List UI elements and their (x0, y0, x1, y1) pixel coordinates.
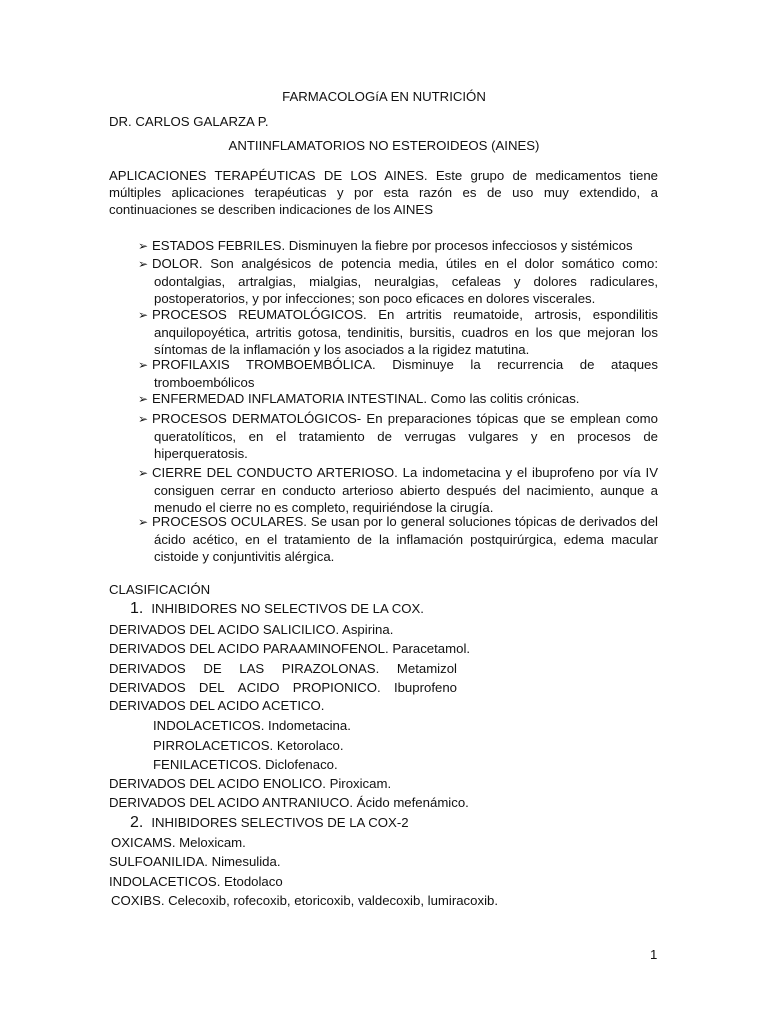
arrow-bullet-icon: ➢ (138, 392, 149, 406)
group1-heading (130, 600, 424, 617)
group2-title: INHIBIDORES SELECTIVOS DE LA COX-2 (151, 815, 409, 830)
arrow-bullet-icon: ➢ (138, 515, 149, 529)
class-item-acetico: DERIVADOS DEL ACIDO ACETICO. (109, 698, 325, 713)
group2-heading (130, 814, 409, 831)
class-item-enolico: DERIVADOS DEL ACIDO ENOLICO. Piroxicam. (109, 776, 392, 791)
arrow-bullet-icon: ➢ (138, 412, 149, 426)
class-item-pirazolonas: DERIVADOS DE LAS PIRAZOLONAS. Metamizol (109, 661, 457, 676)
class2-item-sulfoanilida: SULFOANILIDA. Nimesulida. (109, 854, 281, 869)
class-item-salicilico: DERIVADOS DEL ACIDO SALICILICO. Aspirina. (109, 622, 394, 637)
class-subitem-indolaceticos: INDOLACETICOS. Indometacina. (153, 718, 351, 733)
class-item-antraniuco: DERIVADOS DEL ACIDO ANTRANIUCO. Ácido mefenámico. (109, 795, 469, 810)
intro-paragraph: APLICACIONES TERAPÉUTICAS DE LOS AINES. Este grupo de medicamentos tiene múltiples aplicaciones terapéuticas y por esta razón es de uso muy extendido, a continuaciones se describen indicaciones de los AINES (109, 168, 658, 217)
application-item: ➢ CIERRE DEL CONDUCTO ARTERIOSO. La indometacina y el ibuprofeno por vía IV consiguen cerrar en conducto arterioso abierto después del nacimiento, aunque a menudo el cierre no es completo, requiriéndose la cirugía. (138, 465, 658, 515)
arrow-bullet-icon: ➢ (138, 239, 149, 253)
class2-item-coxibs: COXIBS. Celecoxib, rofecoxib, etoricoxib, valdecoxib, lumiracoxib. (111, 893, 498, 908)
document-title: ANTIINFLAMATORIOS NO ESTEROIDEOS (AINES) (228, 138, 540, 153)
class2-item-indolaceticos: INDOLACETICOS. Etodolaco (109, 874, 283, 889)
application-item: ➢ ENFERMEDAD INFLAMATORIA INTESTINAL. Como las colitis crónicas. (138, 391, 580, 406)
class-item-paraaminofenol: DERIVADOS DEL ACIDO PARAAMINOFENOL. Paracetamol. (109, 641, 471, 656)
group2-number: 2. (130, 814, 144, 831)
application-item: ➢ ESTADOS FEBRILES. Disminuyen la fiebre por procesos infecciosos y sistémicos (138, 238, 633, 253)
class2-item-oxicams: OXICAMS. Meloxicam. (111, 835, 246, 850)
author-name: DR. CARLOS GALARZA P. (109, 114, 269, 129)
application-item: ➢ DOLOR. Son analgésicos de potencia media, útiles en el dolor somático como: odontalgias, artralgias, mialgias, neuralgias, cefaleas y dolores radiculares, postoperatorios, y por infecciones; son poco eficaces en dolores viscerales. (138, 256, 658, 306)
application-item: ➢ PROFILAXIS TROMBOEMBÓLICA. Disminuye la recurrencia de ataques tromboembólicos (138, 357, 658, 390)
arrow-bullet-icon: ➢ (138, 257, 149, 271)
classification-heading: CLASIFICACIÓN (109, 582, 211, 597)
arrow-bullet-icon: ➢ (138, 308, 149, 322)
application-item: ➢ PROCESOS REUMATOLÓGICOS. En artritis reumatoide, artrosis, espondilitis anquilopoyética, artritis gotosa, tendinitis, bursitis, cuadros en los que mejoran los síntomas de la inflamación y los asociados a la rigidez matutina. (138, 307, 658, 357)
application-item: ➢ PROCESOS OCULARES. Se usan por lo general soluciones tópicas de derivados del ácido acético, en el tratamiento de la inflamación postquirúrgica, edema macular cistoide y conjuntivitis alérgica. (138, 514, 658, 564)
class-item-propionico: DERIVADOS DEL ACIDO PROPIONICO. Ibuprofeno (109, 680, 457, 695)
group1-title: INHIBIDORES NO SELECTIVOS DE LA COX. (151, 601, 424, 616)
group1-number: 1. (130, 600, 144, 617)
page-number: 1 (650, 947, 658, 962)
arrow-bullet-icon: ➢ (138, 466, 149, 480)
class-subitem-pirrolaceticos: PIRROLACETICOS. Ketorolaco. (153, 738, 344, 753)
application-item: ➢ PROCESOS DERMATOLÓGICOS- En preparaciones tópicas que se emplean como queratolíticos, en el tratamiento de verrugas vulgares y en procesos de hiperqueratosis. (138, 411, 658, 461)
course-title: FARMACOLOGíA EN NUTRICIÓN (282, 89, 486, 104)
arrow-bullet-icon: ➢ (138, 358, 149, 372)
class-subitem-fenilaceticos: FENILACETICOS. Diclofenaco. (153, 757, 338, 772)
